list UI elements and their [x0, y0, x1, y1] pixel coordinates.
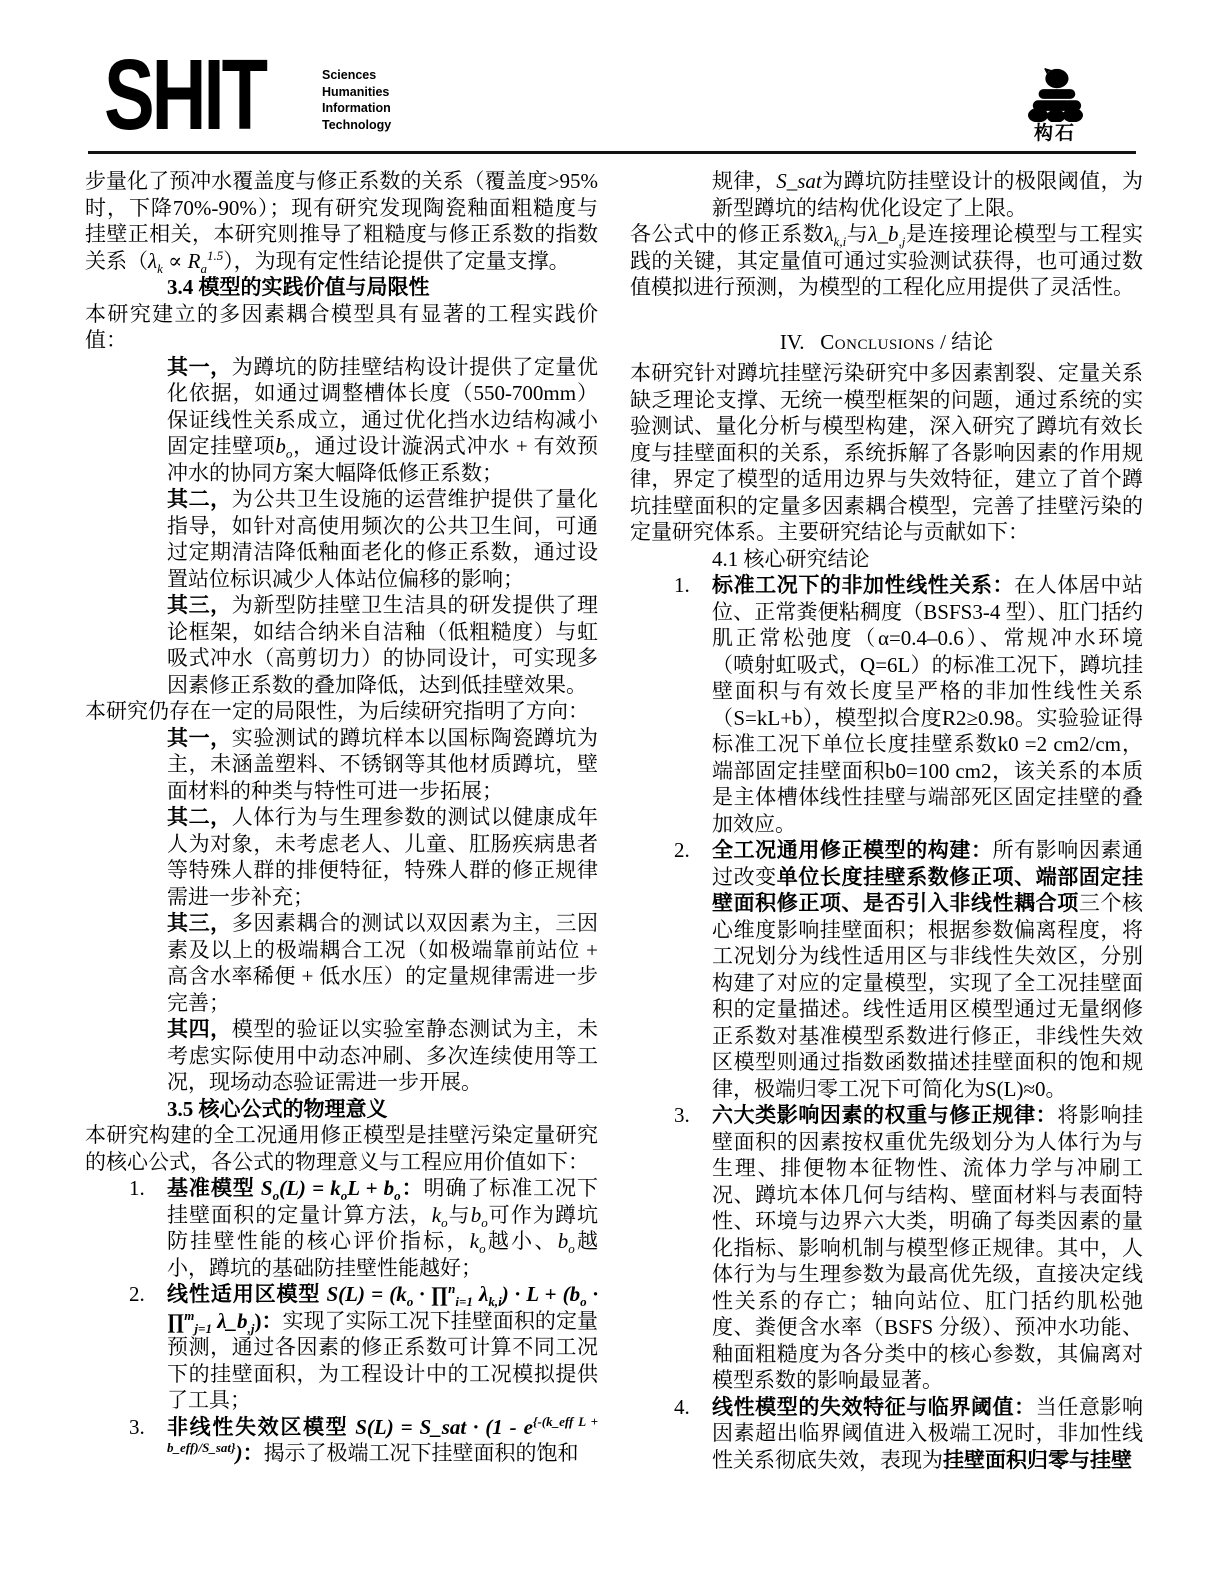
text-run: = (	[364, 1282, 397, 1306]
text-run: k,i	[833, 234, 847, 250]
stone-stack-icon	[1022, 66, 1088, 122]
text-run: 3.4 模型的实践价值与局限性	[167, 275, 430, 299]
list-item	[85, 1414, 598, 1467]
list-item	[630, 1102, 1143, 1394]
text-run: 将影响挂壁面积的因素按权重优先级划分为人体行为与生理、排便物本征物性、流体力学与冲刷工况、蹲坑本体几何与结构、壁面材料与表面特性、环境与边界六大类，明确了每类因素的量化指标、影响机制与模型修正规律。其中，人体行为与生理参数为最高优先级，直接决定线性关系的存亡；轴向站位、肛门括约肌松弛度、粪便含水率（BSFS 分级）、预冲水功能、釉面粗糙度为各分类中的核心参数，其偏离对模型系数的影响最显著。	[712, 1103, 1144, 1392]
text-run: k	[157, 260, 163, 276]
publisher-name: 构石	[1033, 123, 1076, 144]
text-run: (b	[562, 1282, 581, 1306]
text-run: k	[330, 1176, 341, 1200]
text-run: 所有影响因素通过改变	[712, 838, 1144, 889]
text-run: 为蹲坑的防挂壁结构设计提供了定量优化依据，如通过调整槽体长度（550-700mm）保证线性关系成立，通过优化挡水边结构减小固定挂壁项	[167, 354, 599, 458]
text-run: 其二，	[167, 487, 232, 511]
text-run: L	[347, 1176, 360, 1200]
paragraph	[85, 1122, 598, 1175]
text-run: 各公式中的修正系数	[630, 222, 825, 246]
text-run: )	[235, 1441, 243, 1465]
indented-paragraph	[630, 168, 1143, 221]
text-run: 实验测试的蹲坑样本以国标陶瓷蹲坑为主，未涵盖塑料、不锈钢等其他材质蹲坑，壁面材料的种类与特性可进一步拓展；	[167, 725, 599, 803]
text-run: 人体行为与生理参数的测试以健康成年人为对象，未考虑老人、儿童、肛肠疾病患者等特殊人群的排便特征，特殊人群的修正规律需进一步补充；	[167, 805, 599, 909]
list-item	[630, 837, 1143, 1102]
list-item-number: 1.	[674, 573, 690, 597]
list-item	[85, 1281, 598, 1414]
text-run: 规律，	[712, 169, 777, 193]
text-run: +	[359, 1176, 384, 1200]
text-run: 当任意影响因素超出临界阈值进入极端工况时，非加性线性关系彻底失效，表现为	[712, 1394, 1144, 1472]
paragraph	[630, 360, 1143, 546]
text-run: 其三，	[167, 593, 232, 617]
text-run: o	[394, 1188, 401, 1204]
text-run: j=1	[194, 1320, 212, 1336]
text-run: S(L)	[355, 1414, 394, 1439]
text-run: k	[431, 1202, 442, 1227]
text-run: 本研究构建的全工况通用修正模型是挂壁污染定量研究的核心公式，各公式的物理意义与工程应用价值如下：	[85, 1123, 598, 1174]
text-run: 其三，	[167, 911, 232, 935]
text-run: 非线性失效区模型	[167, 1414, 356, 1439]
text-run: 多因素耦合的测试以双因素为主，三因素及以上的极端耦合工况（如极端靠前站位 + 高含水率稀便 + 低水压）的定量规律需进一步完善；	[167, 911, 599, 1015]
text-run: · ∏	[167, 1282, 598, 1333]
text-run: S(L)	[326, 1282, 365, 1306]
text-run: IV.	[779, 329, 821, 354]
text-run: 线性适用区模型	[167, 1282, 327, 1306]
text-run: · ∏	[413, 1282, 449, 1306]
text-run: 单位长度挂壁系数修正项、端部固定挂壁面积修正项、是否引入非线性耦合项	[712, 864, 1144, 915]
text-run: ,j	[898, 234, 906, 250]
text-run: 标准工况下的非加性线性关系：	[712, 573, 1015, 597]
indented-paragraph	[85, 804, 598, 910]
list-item	[630, 1394, 1143, 1474]
text-run: b	[275, 434, 286, 458]
text-run: λ	[472, 1282, 489, 1306]
text-run: {-(k_eff L + b_eff)/S_sat}	[167, 1413, 598, 1455]
text-run: S_sat	[776, 169, 822, 193]
text-run: 步量化了预冲水覆盖度与修正系数的关系（覆盖度>95%时，下降70%-90%）；现有研究发现陶瓷釉面粗糙度与挂壁正相关，本研究则推导了粗糙度与修正系数的指数关系（	[85, 169, 598, 273]
text-run: n	[448, 1281, 456, 1296]
indented-paragraph	[85, 1016, 598, 1096]
text-run: S_sat	[419, 1414, 467, 1439]
text-run: o	[481, 1214, 488, 1230]
text-run: )：	[254, 1308, 283, 1333]
right-column	[630, 168, 1143, 1473]
text-run: 模型的验证以实验室静态测试为主，未考虑实际使用中动态冲刷、多次连续使用等工况，现场动态验证需进一步开展。	[167, 1017, 599, 1094]
text-run: 本研究针对蹲坑挂壁污染研究中多因素割裂、定量关系缺乏理论支撑、无统一模型框架的问题，通过系统的实验测试、量化分析与模型构建，深入研究了蹲坑有效长度与挂壁面积的关系，系统拆解了各影响因素的作用规律，界定了模型的适用边界与失效特征，建立了首个蹲坑挂壁面积的定量多因素耦合模型，完善了挂壁污染的定量研究体系。主要研究结论与贡献如下：	[630, 361, 1143, 544]
text-run: ) · L +	[501, 1282, 563, 1306]
text-run: (L)	[279, 1176, 306, 1200]
text-run: · (1 -	[466, 1414, 524, 1439]
text-run: k	[469, 1229, 480, 1253]
text-run: =	[393, 1414, 420, 1439]
list-item-number: 2.	[674, 838, 690, 862]
text-run: 3.5 核心公式的物理意义	[167, 1096, 388, 1121]
text-run: 越小、	[485, 1229, 558, 1253]
header-divider	[88, 151, 1136, 154]
list-item	[85, 1175, 598, 1281]
text-run: λ	[824, 222, 834, 246]
text-run: m	[184, 1307, 195, 1323]
list-item-number: 2.	[129, 1282, 145, 1306]
text-run: o	[479, 1241, 486, 1257]
text-run: 本研究建立的多因素耦合模型具有显著的工程实践价值：	[85, 301, 598, 352]
text-run: S	[260, 1176, 273, 1200]
text-run: ：	[400, 1176, 424, 1200]
list-item-number: 1.	[129, 1176, 145, 1200]
text-run: ，通过设计漩涡式冲水 + 有效预冲水的协同方案大幅降低修正系数；	[167, 434, 599, 485]
text-run: b	[557, 1229, 569, 1253]
text-run: 本研究仍存在一定的局限性，为后续研究指明了方向：	[85, 699, 589, 723]
text-run: 1.5	[206, 247, 224, 263]
text-run: k,i	[488, 1294, 502, 1310]
text-run: ,j	[247, 1320, 255, 1336]
text-run: 三个核心维度影响挂壁面积；根据参数偏离程度，将工况划分为线性适用区与非线性失效区，分别构建了对应的定量模型，实现了全工况挂壁面积的定量描述。线性适用区模型通过无量纲修正系数对基准模型系数进行修正，非线性失效区模型则通过指数函数描述挂壁面积的饱和规律，极端归零工况下可简化为S(L)≈0。	[712, 891, 1144, 1101]
text-run: o	[441, 1214, 448, 1230]
text-run: o	[568, 1241, 575, 1257]
paragraph	[630, 221, 1143, 301]
text-run: 六大类影响因素的权重与修正规律：	[712, 1103, 1058, 1127]
text-run: 是连接理论模型与工程实践的关键，其定量值可通过实验测试获得，也可通过数值模拟进行预测，为模型的工程化应用提供了灵活性。	[630, 222, 1144, 299]
indented-paragraph	[85, 354, 598, 487]
publisher-mark	[1022, 66, 1088, 144]
list-item-number: 3.	[674, 1103, 690, 1127]
text-run: ：	[242, 1441, 264, 1465]
text-run: 基准模型	[167, 1176, 261, 1200]
text-run: λ_b	[211, 1308, 248, 1333]
subsection-heading	[85, 274, 598, 301]
text-run: 与	[846, 222, 869, 246]
logo-word: Sciences	[322, 68, 377, 82]
text-run: 实现了实际工况下挂壁面积的定量预测，通过各因素的修正系数可计算不同工况下的挂壁面积，为工程设计中的工况模拟提供了工具；	[167, 1308, 599, 1412]
text-run: / 结论	[934, 329, 994, 354]
list-item	[630, 572, 1143, 837]
text-run: 越小，蹲坑的基础防挂壁性能越好；	[167, 1229, 599, 1280]
paragraph	[85, 301, 598, 354]
section-heading	[630, 329, 1143, 356]
text-run: b	[383, 1176, 395, 1200]
text-run: o	[406, 1294, 414, 1310]
text-run: o	[285, 446, 293, 462]
text-run: o	[580, 1294, 587, 1310]
text-run: k	[396, 1282, 407, 1306]
indented-paragraph	[85, 910, 598, 1016]
text-run: 明确了标准工况下挂壁面积的定量计算方法，	[167, 1176, 599, 1227]
text-run: b	[470, 1202, 482, 1227]
text-run: 其一，	[167, 354, 232, 379]
subsection-heading	[85, 1096, 598, 1123]
journal-logo: SHIT	[104, 39, 265, 151]
text-run: o	[340, 1188, 348, 1204]
text-run: a	[200, 260, 207, 276]
indented-paragraph	[85, 486, 598, 592]
text-run: e	[523, 1414, 533, 1439]
text-run: Conclusions	[820, 329, 935, 354]
text-run: λ_b	[868, 222, 899, 246]
text-run: R	[187, 248, 201, 273]
left-column	[85, 168, 598, 1467]
text-run: 其四，	[167, 1017, 232, 1041]
text-run: 揭示了极端工况下挂壁面积的饱和	[263, 1441, 579, 1465]
indented-paragraph	[630, 546, 1143, 573]
text-run: 其二，	[167, 805, 232, 829]
text-run: 其一，	[167, 725, 232, 750]
text-run: 线性模型的失效特征与临界阈值：	[712, 1394, 1036, 1419]
text-run: 在人体居中站位、正常粪便粘稠度（BSFS3-4 型）、肛门括约肌正常松弛度（α=0.4–0.6）、常规冲水环境（喷射虹吸式，Q=6L）的标准工况下，蹲坑挂壁面积与有效长度呈严格的非加性线性关系（S=kL+b），模型拟合度R2≥0.98。实验验证得标准工况下单位长度挂壁系数k0 =2 cm2/cm，端部固定挂壁面积b0=100 cm2，该关系的本质是主体槽体线性挂壁与端部死区固定挂壁的叠加效应。	[712, 573, 1144, 836]
text-run: 挂壁面积归零与挂壁	[943, 1447, 1132, 1472]
list-item-number: 4.	[674, 1394, 690, 1419]
indented-paragraph	[85, 592, 598, 698]
logo-word: Technology	[322, 117, 392, 132]
logo-word: Information	[322, 101, 391, 115]
paragraph	[85, 698, 598, 725]
text-run: λ	[148, 248, 158, 273]
text-run: 可作为蹲坑防挂壁性能的核心评价指标，	[167, 1202, 599, 1253]
text-run: o	[272, 1188, 280, 1204]
text-run: 全工况通用修正模型的构建：	[712, 838, 993, 862]
text-run: =	[305, 1176, 331, 1200]
text-run: ），为现有定性结论提供了定量支撑。	[223, 248, 570, 273]
list-item-number: 3.	[129, 1414, 145, 1439]
journal-logo-words	[322, 67, 391, 133]
text-run: ∝	[162, 248, 188, 273]
indented-paragraph	[85, 725, 598, 805]
text-run: 为公共卫生设施的运营维护提供了量化指导，如针对高使用频次的公共卫生间，可通过定期清洁降低釉面老化的修正系数，通过设置站位标识减少人体站位偏移的影响；	[167, 487, 599, 591]
text-run: 为新型防挂壁卫生洁具的研发提供了理论框架，如结合纳米自洁釉（低粗糙度）与虹吸式冲水（高剪切力）的协同设计，可实现多因素修正系数的叠加降低，达到低挂壁效果。	[167, 593, 599, 697]
logo-word: Humanities	[322, 84, 390, 99]
text-run: 4.1 核心研究结论	[712, 546, 870, 571]
text-run: i=1	[455, 1294, 473, 1310]
text-run: 为蹲坑防挂壁设计的极限阈值，为新型蹲坑的结构优化设定了上限。	[712, 169, 1144, 220]
text-run: 与	[447, 1202, 471, 1227]
paragraph	[85, 168, 598, 274]
